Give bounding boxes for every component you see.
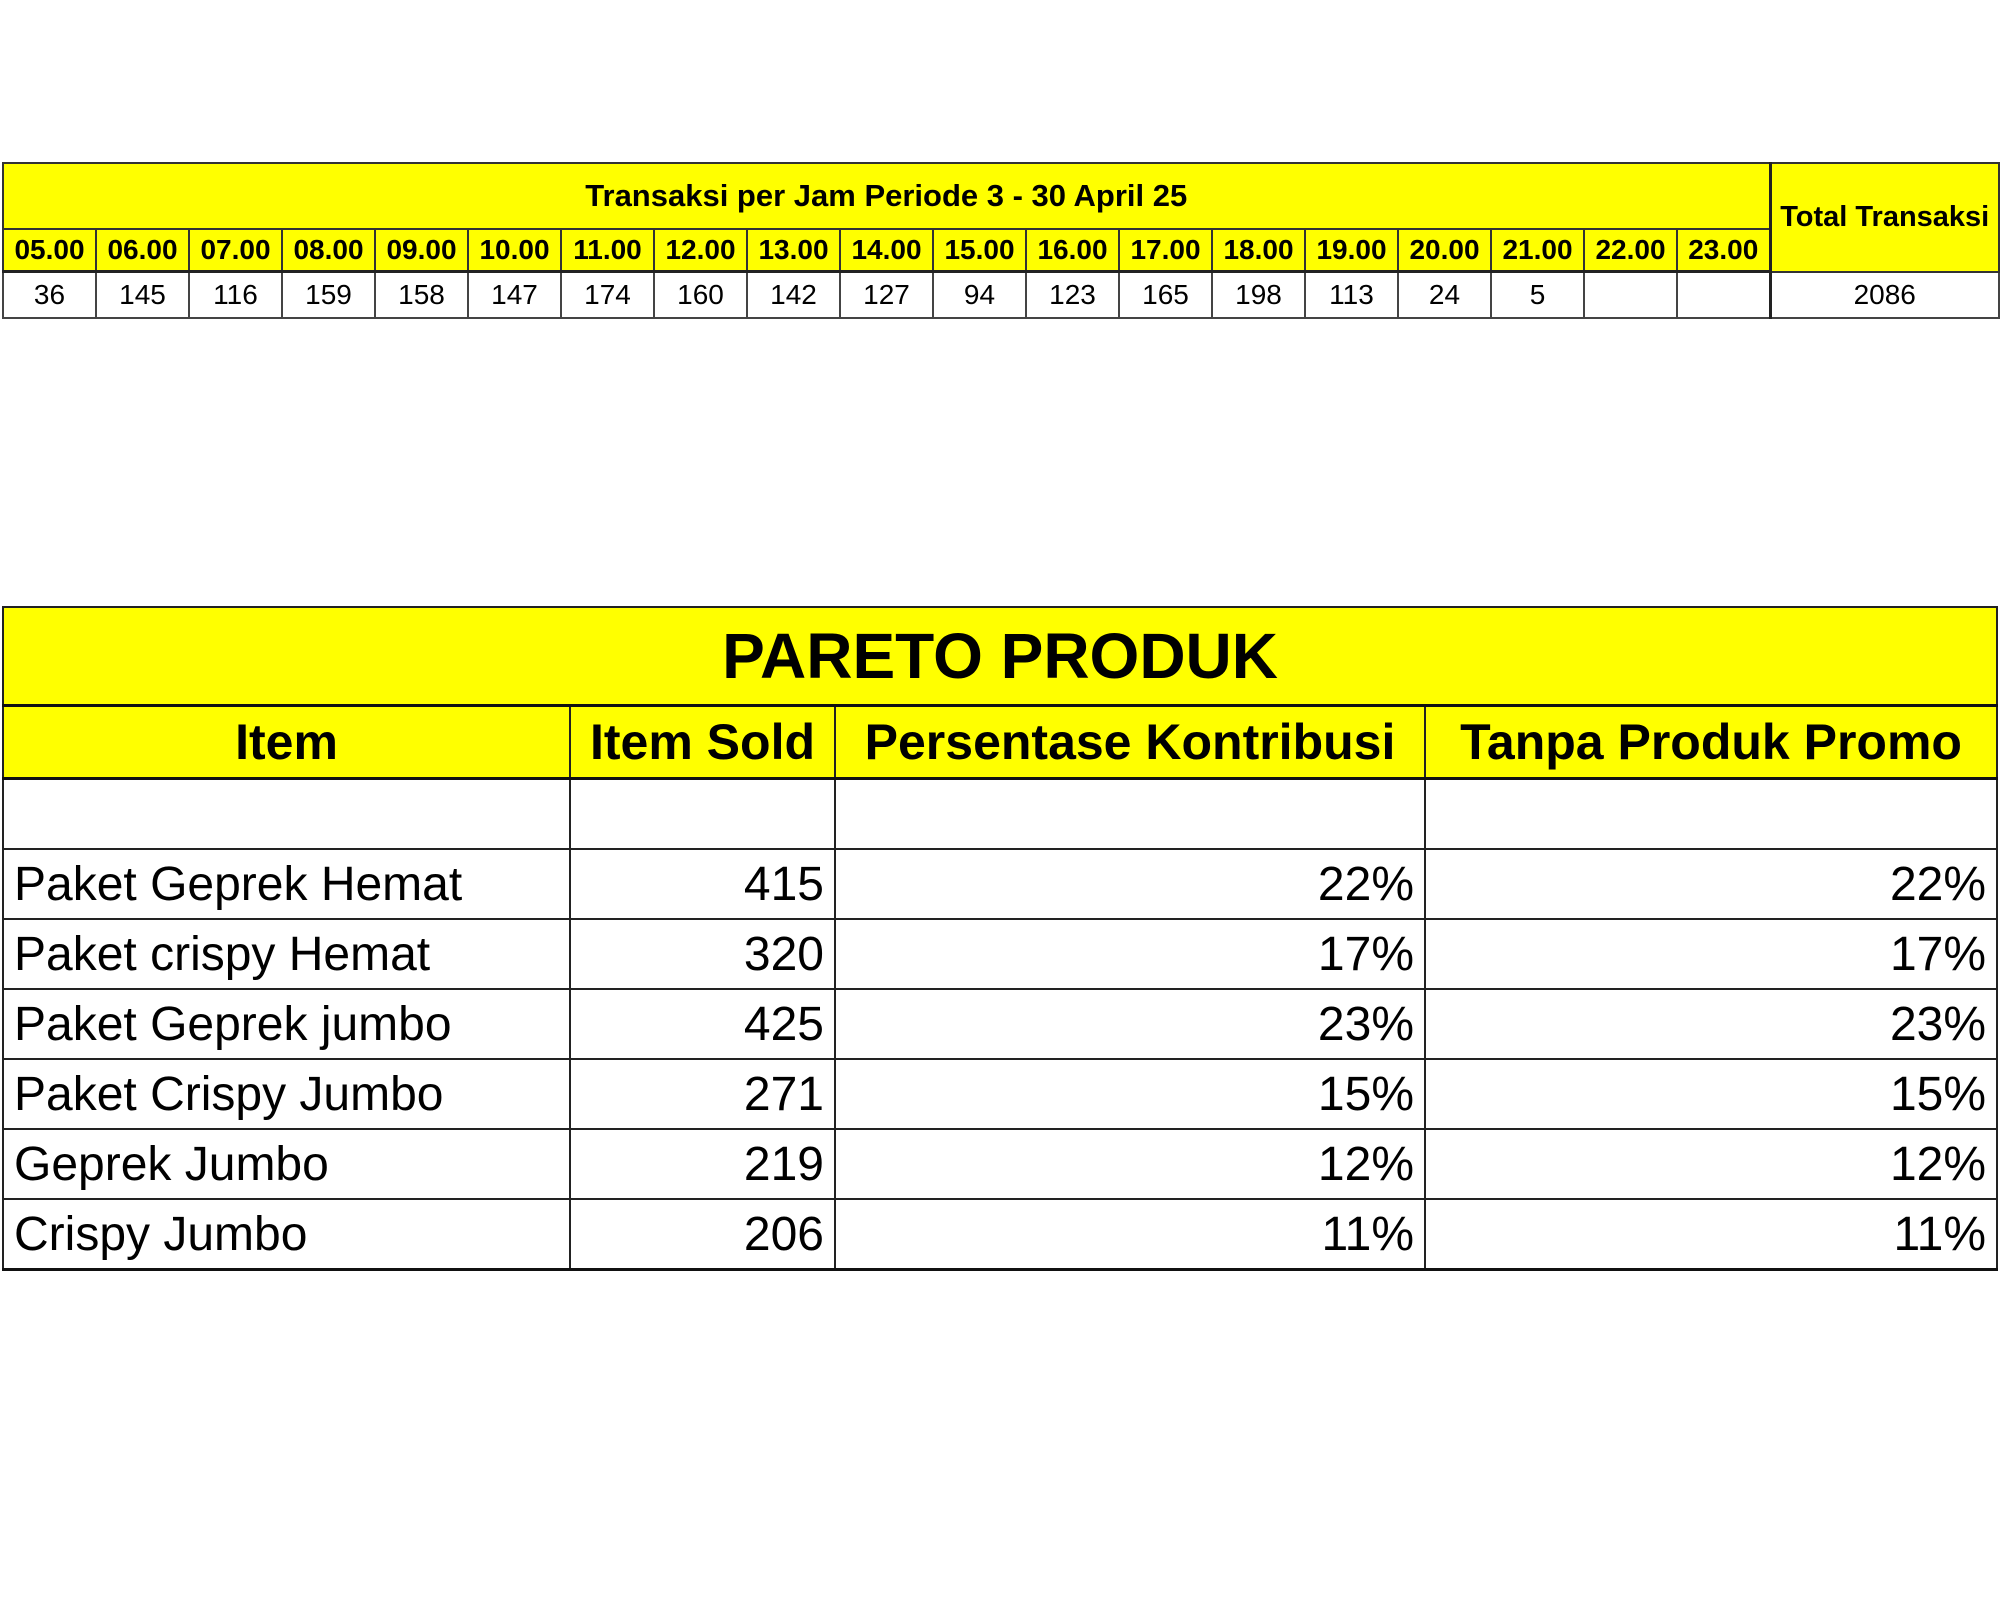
- kontribusi-cell: 22%: [835, 849, 1425, 919]
- hour-value-cell: 24: [1398, 272, 1491, 319]
- table-row: [3, 919, 1997, 989]
- hour-header-cell: 12.00: [654, 229, 747, 272]
- hourly-table-title: Transaksi per Jam Periode 3 - 30 April 25: [3, 163, 1770, 229]
- item-sold-cell: 425: [570, 989, 835, 1059]
- hour-header-cell: 22.00: [1584, 229, 1677, 272]
- tanpa-promo-cell: 17%: [1425, 919, 1997, 989]
- kontribusi-cell: 11%: [835, 1199, 1425, 1270]
- table-row: [3, 989, 1997, 1059]
- hour-value-cell: 159: [282, 272, 375, 319]
- hour-value-row: [3, 272, 1999, 319]
- hour-header-cell: 10.00: [468, 229, 561, 272]
- pareto-header-row: [3, 706, 1997, 779]
- column-header-item: Item: [3, 706, 570, 779]
- kontribusi-cell: 12%: [835, 1129, 1425, 1199]
- table-row: [3, 1199, 1997, 1270]
- hour-value-cell: 198: [1212, 272, 1305, 319]
- hour-header-cell: 07.00: [189, 229, 282, 272]
- hour-header-cell: 14.00: [840, 229, 933, 272]
- item-name-cell: Geprek Jumbo: [3, 1129, 570, 1199]
- hour-header-cell: 13.00: [747, 229, 840, 272]
- hourly-transactions-table: [2, 162, 2000, 319]
- hour-value-cell: [1584, 272, 1677, 319]
- hour-header-row: [3, 229, 1999, 272]
- item-name-cell: Paket Geprek Hemat: [3, 849, 570, 919]
- hour-value-cell: 127: [840, 272, 933, 319]
- hour-value-cell: 147: [468, 272, 561, 319]
- hour-header-cell: 21.00: [1491, 229, 1584, 272]
- hour-header-cell: 05.00: [3, 229, 96, 272]
- hour-header-cell: 06.00: [96, 229, 189, 272]
- column-header-persentase-kontribusi: Persentase Kontribusi: [835, 706, 1425, 779]
- hour-value-cell: 113: [1305, 272, 1398, 319]
- table-row: [3, 1129, 1997, 1199]
- kontribusi-cell: 23%: [835, 989, 1425, 1059]
- blank-cell: [1425, 779, 1997, 850]
- blank-cell: [835, 779, 1425, 850]
- total-transaksi-value: 2086: [1770, 272, 1999, 319]
- hour-header-cell: 15.00: [933, 229, 1026, 272]
- hour-value-cell: 142: [747, 272, 840, 319]
- hour-header-cell: 09.00: [375, 229, 468, 272]
- hour-value-cell: 158: [375, 272, 468, 319]
- blank-cell: [570, 779, 835, 850]
- blank-cell: [3, 779, 570, 850]
- hour-value-cell: 116: [189, 272, 282, 319]
- item-name-cell: Crispy Jumbo: [3, 1199, 570, 1270]
- hour-header-cell: 23.00: [1677, 229, 1770, 272]
- item-name-cell: Paket crispy Hemat: [3, 919, 570, 989]
- tanpa-promo-cell: 15%: [1425, 1059, 1997, 1129]
- hour-value-cell: [1677, 272, 1770, 319]
- blank-row: [3, 779, 1997, 850]
- column-header-tanpa-produk-promo: Tanpa Produk Promo: [1425, 706, 1997, 779]
- hour-header-cell: 20.00: [1398, 229, 1491, 272]
- hour-value-cell: 94: [933, 272, 1026, 319]
- kontribusi-cell: 17%: [835, 919, 1425, 989]
- item-sold-cell: 320: [570, 919, 835, 989]
- hour-header-cell: 11.00: [561, 229, 654, 272]
- total-transaksi-header: Total Transaksi: [1770, 163, 1999, 272]
- hour-header-cell: 17.00: [1119, 229, 1212, 272]
- tanpa-promo-cell: 22%: [1425, 849, 1997, 919]
- hour-header-cell: 18.00: [1212, 229, 1305, 272]
- tanpa-promo-cell: 12%: [1425, 1129, 1997, 1199]
- item-name-cell: Paket Crispy Jumbo: [3, 1059, 570, 1129]
- hour-value-cell: 123: [1026, 272, 1119, 319]
- hour-header-cell: 16.00: [1026, 229, 1119, 272]
- table-row: [3, 1059, 1997, 1129]
- pareto-title: PARETO PRODUK: [3, 607, 1997, 706]
- tanpa-promo-cell: 11%: [1425, 1199, 1997, 1270]
- hour-value-cell: 174: [561, 272, 654, 319]
- item-sold-cell: 271: [570, 1059, 835, 1129]
- hour-value-cell: 160: [654, 272, 747, 319]
- hour-header-cell: 19.00: [1305, 229, 1398, 272]
- kontribusi-cell: 15%: [835, 1059, 1425, 1129]
- item-sold-cell: 415: [570, 849, 835, 919]
- hour-value-cell: 165: [1119, 272, 1212, 319]
- hour-value-cell: 36: [3, 272, 96, 319]
- hour-value-cell: 145: [96, 272, 189, 319]
- item-sold-cell: 219: [570, 1129, 835, 1199]
- item-name-cell: Paket Geprek jumbo: [3, 989, 570, 1059]
- hour-header-cell: 08.00: [282, 229, 375, 272]
- item-sold-cell: 206: [570, 1199, 835, 1270]
- table-row: [3, 849, 1997, 919]
- hour-value-cell: 5: [1491, 272, 1584, 319]
- tanpa-promo-cell: 23%: [1425, 989, 1997, 1059]
- column-header-item-sold: Item Sold: [570, 706, 835, 779]
- pareto-produk-table: [2, 606, 1998, 1271]
